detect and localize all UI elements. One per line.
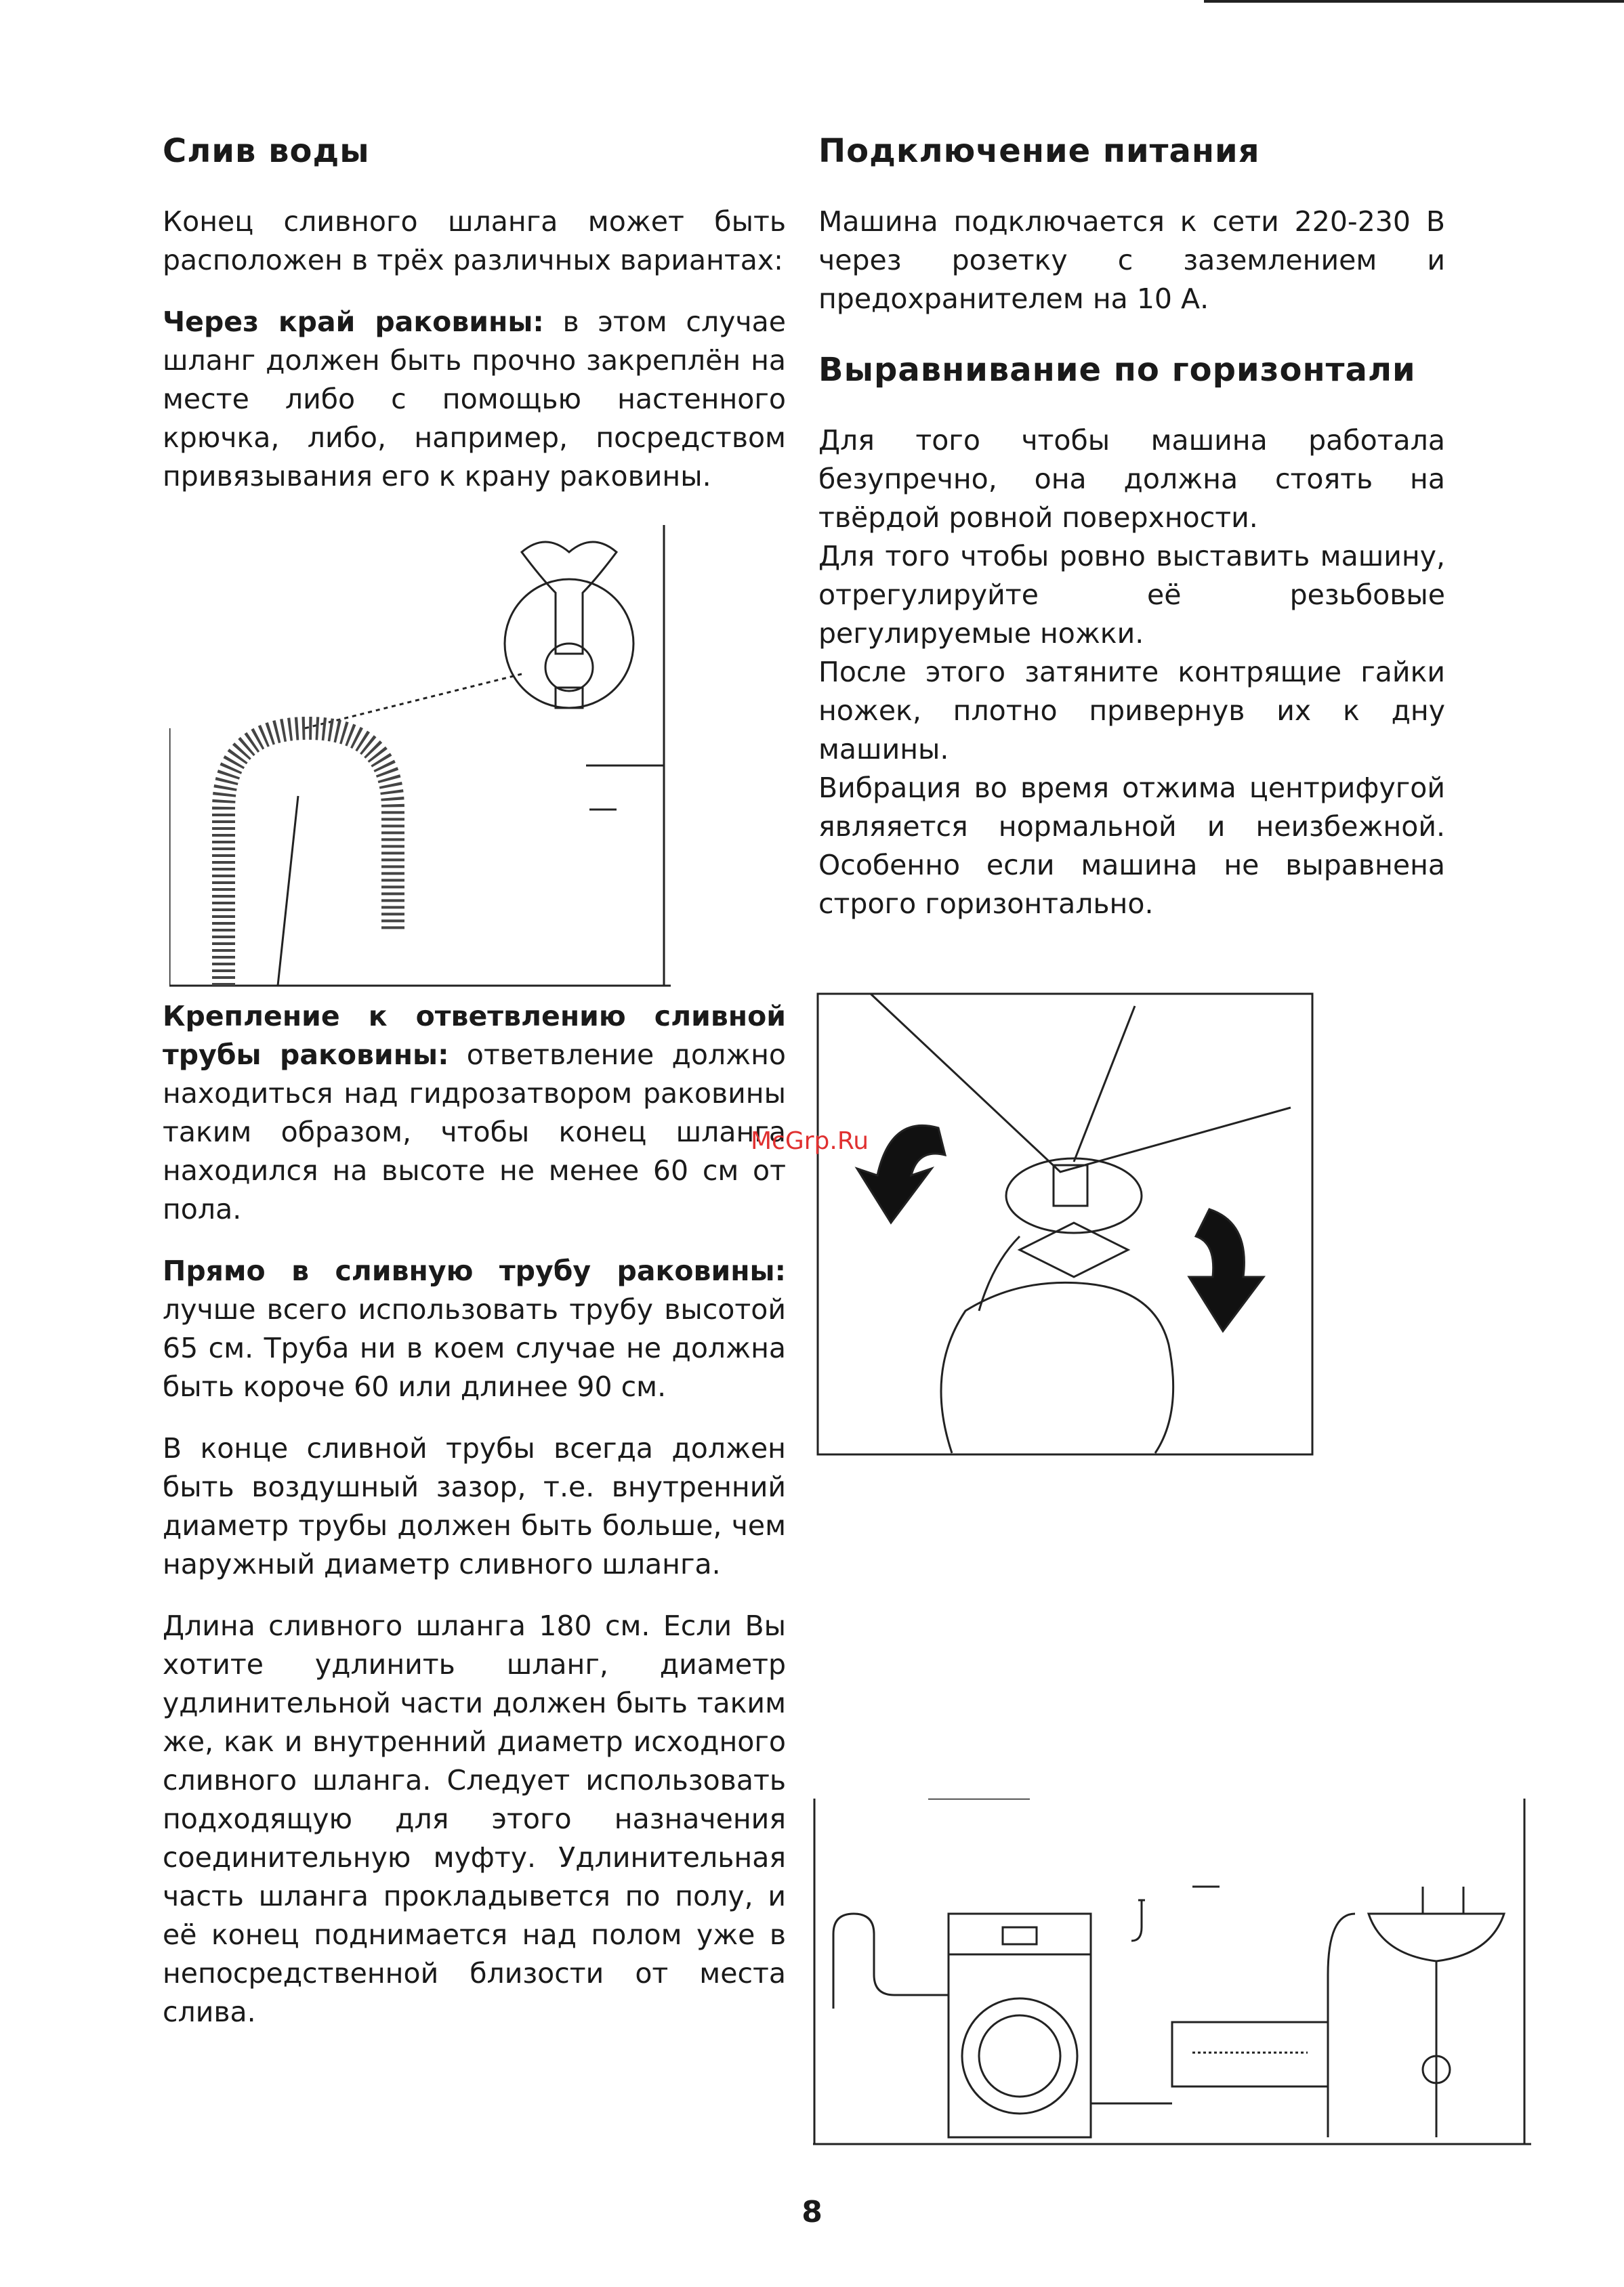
- branch-paragraph: [163, 997, 786, 1229]
- leveling-title: Выравнивание по горизонтали: [818, 351, 1416, 389]
- hand-outline: [941, 1282, 1173, 1453]
- detail-pointer: [305, 674, 522, 728]
- hose-hook-detail: [545, 644, 593, 691]
- direct-paragraph: [163, 1252, 786, 1406]
- sink-edge-paragraph: [163, 303, 786, 496]
- machine-control-panel: [1003, 1927, 1037, 1944]
- branch-label: Крепление к ответвлению сливной трубы раковины:: [163, 1000, 786, 1071]
- right-column: [818, 132, 1445, 923]
- power-text: Машина подключается к сети 220-230 В через розетку с заземлением и предохранителем на 10 А.: [818, 205, 1445, 315]
- hose-sink-edge-figure: [169, 525, 671, 992]
- hose-extension-box: [1172, 2022, 1328, 2086]
- foot-base: [1020, 1223, 1128, 1277]
- leveling-p3: После этого затяните контрящие гайки ножек, плотно привернув их к дну машины.: [818, 656, 1445, 765]
- figure-frame: [818, 994, 1312, 1454]
- leveling-p2: Для того чтобы ровно выставить машину, отрегулируйте её резьбовые регулируемые ножки.: [818, 540, 1445, 650]
- tap-hose: [833, 1914, 949, 2009]
- sink-edge-text: в этом случае шланг должен быть прочно закреплён на месте либо с помощью настенного крючка, либо, например, посредством привязывания его к крану раковины.: [163, 306, 786, 492]
- leveling-p1: Для того чтобы машина работала безупречно, она должна стоять на твёрдой ровной поверхности.: [818, 424, 1445, 534]
- left-column: [163, 132, 786, 496]
- drain-title: Слив воды: [163, 132, 370, 170]
- installation-overview-figure: [813, 1799, 1531, 2151]
- direct-label: Прямо в сливную трубу раковины:: [163, 1255, 786, 1287]
- air-gap-paragraph: В конце сливной трубы всегда должен быть воздушный зазор, т.е. внутренний диаметр трубы должен быть больше, чем наружный диаметр сливного шланга.: [163, 1432, 786, 1580]
- page-number: 8: [801, 2195, 823, 2229]
- sink-basin: [1369, 1914, 1504, 1961]
- sink-edge-label: Через край раковины:: [163, 306, 544, 338]
- direct-text: лучше всего использовать трубу высотой 65 см. Труба ни в коем случае не должна быть короче 60 или длинее 90 см.: [163, 1293, 786, 1403]
- top-rule: [1204, 0, 1624, 3]
- drain-hose: [224, 728, 393, 986]
- drain-standpipe: [1328, 1914, 1355, 2137]
- drain-intro: Конец сливного шланга может быть расположен в трёх различных вариантах:: [163, 205, 786, 276]
- rotate-right-arrow-icon: [1189, 1209, 1264, 1331]
- hose-support: [278, 796, 298, 986]
- branch-text: ответвление должно находиться над гидрозатвором раковины таким образом, чтобы конец шланга находился на высоте не менее 60 см от пола.: [163, 1038, 786, 1225]
- machine-edge: [1074, 1006, 1135, 1162]
- watermark: McGrp.Ru: [751, 1127, 869, 1155]
- power-title: Подключение питания: [818, 132, 1260, 170]
- power-socket: [1131, 1900, 1145, 1941]
- tap-detail: [522, 542, 617, 654]
- rotate-left-arrow-icon: [857, 1125, 945, 1223]
- machine-door-inner: [979, 2015, 1060, 2097]
- hose-length-paragraph: Длина сливного шланга 180 см. Если Вы хотите удлинить шланг, диаметр удлинительной части должен быть таким же, как и внутренний диаметр исходного сливного шланга. Следует использовать подходящую для этого назначения соединительную муфту. Удлинительная часть шланга прокладывется по полу, и её конец поднимается над полом уже в непосредственной близости от места слива.: [163, 1610, 786, 2028]
- leveling-foot-figure: [816, 992, 1318, 1460]
- left-column-lower: [163, 997, 786, 2032]
- leveling-p4: Вибрация во время отжима центрифугой являяется нормальной и неизбежной. Особенно если машина не выравнена строго горизонтально.: [818, 772, 1445, 920]
